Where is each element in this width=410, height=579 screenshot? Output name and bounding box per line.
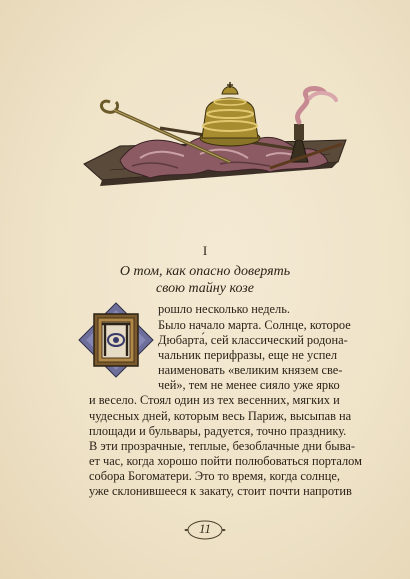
- text-line: ет час, когда хорошо пойти полюбоваться порталом: [89, 454, 362, 468]
- text-line: Дюбарта́, сей классический родона-: [158, 333, 348, 347]
- page-number: [183, 518, 227, 542]
- text-line: В эти прозрачные, теплые, безоблачные дни быва-: [89, 439, 355, 453]
- text-line: чей», тем не менее сияло уже ярко: [158, 378, 340, 392]
- chapter-title: [0, 263, 410, 297]
- text-line: чальник перифразы, еще не успел: [158, 348, 338, 362]
- text-line: площади и бульвары, радуется, точно празднику.: [89, 424, 347, 438]
- text-line: и весело. Стоял один из тех весенних, мягких и: [89, 393, 340, 407]
- text-line: рошло несколько недель.: [158, 302, 290, 316]
- page-number-text: 11: [198, 521, 212, 536]
- chapter-number: I: [202, 243, 208, 258]
- text-line: собора Богоматери. Это то время, когда солнце,: [89, 469, 340, 483]
- text-line: наименовать «великим князем све-: [158, 363, 343, 377]
- chapter-title-line-2: свою тайну козе: [156, 281, 254, 296]
- ornamental-initial-letter: [78, 302, 154, 378]
- chapter-title-line-1: О том, как опасно доверять: [119, 264, 291, 279]
- text-line: Было начало марта. Солнце, которое: [158, 318, 351, 332]
- tiara-still-life-illustration: [80, 80, 350, 192]
- text-line: уже склонившееся к закату, стоит почти напротив: [89, 484, 352, 498]
- text-line: чудесных дней, которым весь Париж, высыпав на: [89, 409, 352, 423]
